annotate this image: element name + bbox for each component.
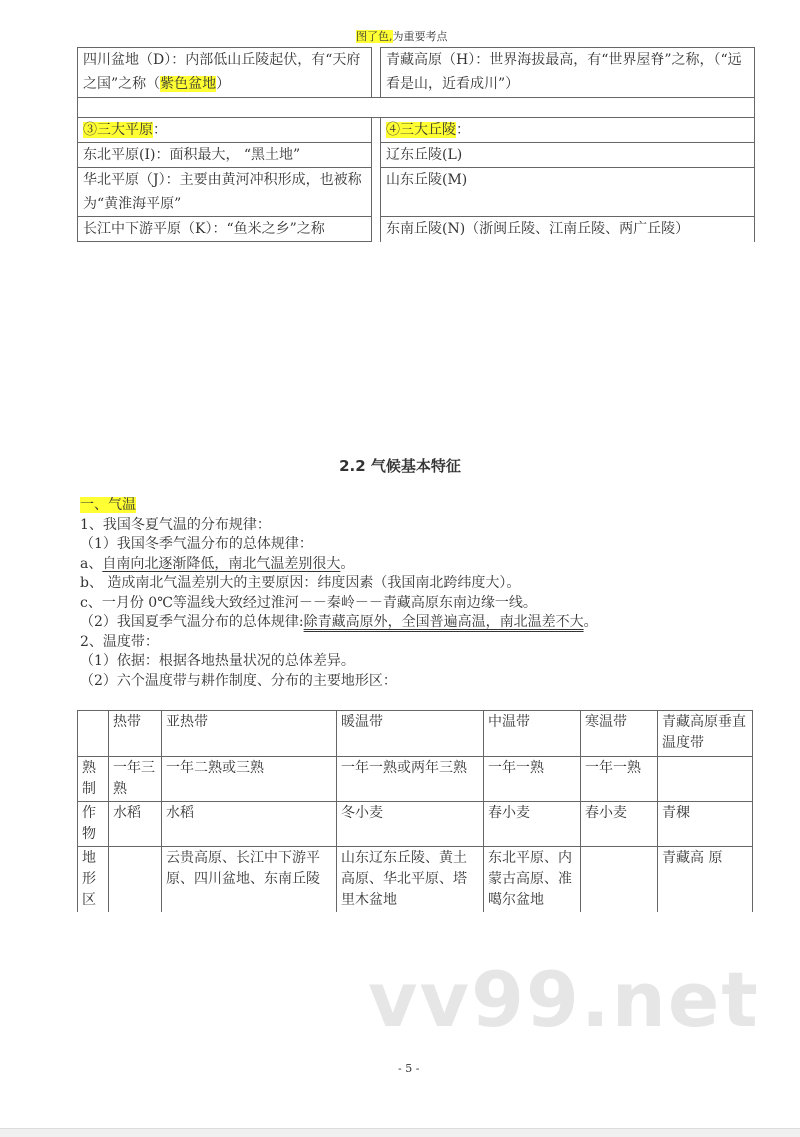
line-end: 。 [340,555,355,572]
temperature-zones-table [77,710,753,912]
header-cell: 寒温带 [581,711,658,757]
row-label: 作物 [78,802,109,847]
header-cell: 亚热带 [162,711,337,757]
body-line [80,613,598,633]
table-row [78,168,755,217]
table-cell: 一年一熟 [581,757,658,802]
table-cell: 一年一熟 [484,757,581,802]
header-cell: 暖温带 [337,711,484,757]
table-cell: 春小麦 [581,802,658,847]
plains-header [78,118,372,143]
table-cell [581,847,658,913]
gap-cell [372,168,381,217]
colon: ： [153,122,167,138]
line-prefix: a、 [80,555,103,572]
table-cell [658,757,753,802]
header-cell [78,711,109,757]
highlight-note [356,30,448,44]
plain-cell: 华北平原（J）：主要由黄河冲积形成，也被称为“黄淮海平原” [78,168,372,217]
cell-text: ） [216,76,231,92]
header-cell: 热带 [109,711,162,757]
table-cell: 青稞 [658,802,753,847]
body-line [80,555,598,575]
table-cell: 东北平原、内蒙古高原、准噶尔盆地 [484,847,581,913]
landforms-table [77,47,755,242]
heading-text: 一、气温 [80,497,136,513]
table-row [78,802,753,847]
gap-cell [372,143,381,168]
table-row [78,757,753,802]
table-row [78,118,755,143]
cell-text: 四川盆地（D）：内部低山丘陵起伏，有“天府之国”之称（ [83,52,361,92]
hill-cell: 东南丘陵(N)（浙闽丘陵、江南丘陵、两广丘陵） [381,217,755,242]
colon: ： [456,122,470,138]
header-cell: 中温带 [484,711,581,757]
body-line: （2）六个温度带与耕作制度、分布的主要地形区： [80,672,397,689]
table-cell: 青藏高 原 [658,847,753,913]
hill-cell: 辽东丘陵(L) [381,143,755,168]
underlined-text: 自南向北逐渐降低，南北气温差别很大 [102,555,341,572]
gap-cell [372,48,381,98]
watermark: vv99.net [368,955,760,1044]
note-highlight: 图了色, [356,30,393,43]
line-end: 。 [583,614,598,630]
line-prefix: （2）我国夏季气温分布的总体规律: [80,614,304,630]
table-cell: 春小麦 [484,802,581,847]
table-cell: 一年一熟或两年三熟 [337,757,484,802]
table-cell [109,847,162,913]
table-row [78,48,755,98]
note-text: 为重要考点 [392,30,448,43]
table-cell: 水稻 [162,802,337,847]
gap-cell [372,217,381,242]
table-row [78,143,755,168]
section-body [80,496,598,691]
header-row [78,711,753,757]
underlined-text: 除青藏高原外，全国普遍高温，南北温差不大 [303,614,584,630]
row-label: 地形区 [78,847,109,913]
table-cell: 水稻 [109,802,162,847]
hills-header [381,118,755,143]
body-line: 1、我国冬夏气温的分布规律： [80,516,271,533]
row-label: 熟制 [78,757,109,802]
plain-cell: 东北平原(I)：面积最大， “黑土地” [78,143,372,168]
table-row [78,217,755,242]
tibet-plateau-cell: 青藏高原（H）：世界海拔最高，有“世界屋脊”之称，（“远看是山，近看成川”） [381,48,755,98]
table-cell: 云贵高原、长江中下游平原、四川盆地、东南丘陵 [162,847,337,913]
body-line: （1）我国冬季气温分布的总体规律： [80,536,313,552]
body-line: （1）依据：根据各地热量状况的总体差异。 [80,653,355,669]
highlighted-text: 紫色盆地 [160,76,217,92]
heading-temperature [80,496,598,516]
plains-header-text: ③三大平原 [83,122,153,138]
blank-cell [78,98,755,118]
section-title: 2.2 气候基本特征 [339,457,461,475]
body-line: c、一月份 0℃等温线大致经过淮河－－秦岭－－青藏高原东南边缘一线。 [80,594,537,611]
page-number: - 5 - [398,1062,420,1075]
body-line: b、 造成南北气温差别大的主要原因：纬度因素（我国南北跨纬度大）。 [80,575,521,591]
header-cell: 青藏高原垂直温度带 [658,711,753,757]
page-bottom-edge [0,1128,800,1137]
table-row [78,847,753,913]
blank-row [78,98,755,118]
sichuan-basin-cell [78,48,372,98]
table-cell: 一年三熟 [109,757,162,802]
hills-header-text: ④三大丘陵 [386,122,456,138]
gap-cell [372,118,381,143]
table-cell: 冬小麦 [337,802,484,847]
body-line: 2、温度带： [80,633,159,650]
table-cell: 山东辽东丘陵、黄土高原、华北平原、塔里木盆地 [337,847,484,913]
plain-cell: 长江中下游平原（K）：“鱼米之乡”之称 [78,217,372,242]
hill-cell: 山东丘陵(M) [381,168,755,217]
table-cell: 一年二熟或三熟 [162,757,337,802]
